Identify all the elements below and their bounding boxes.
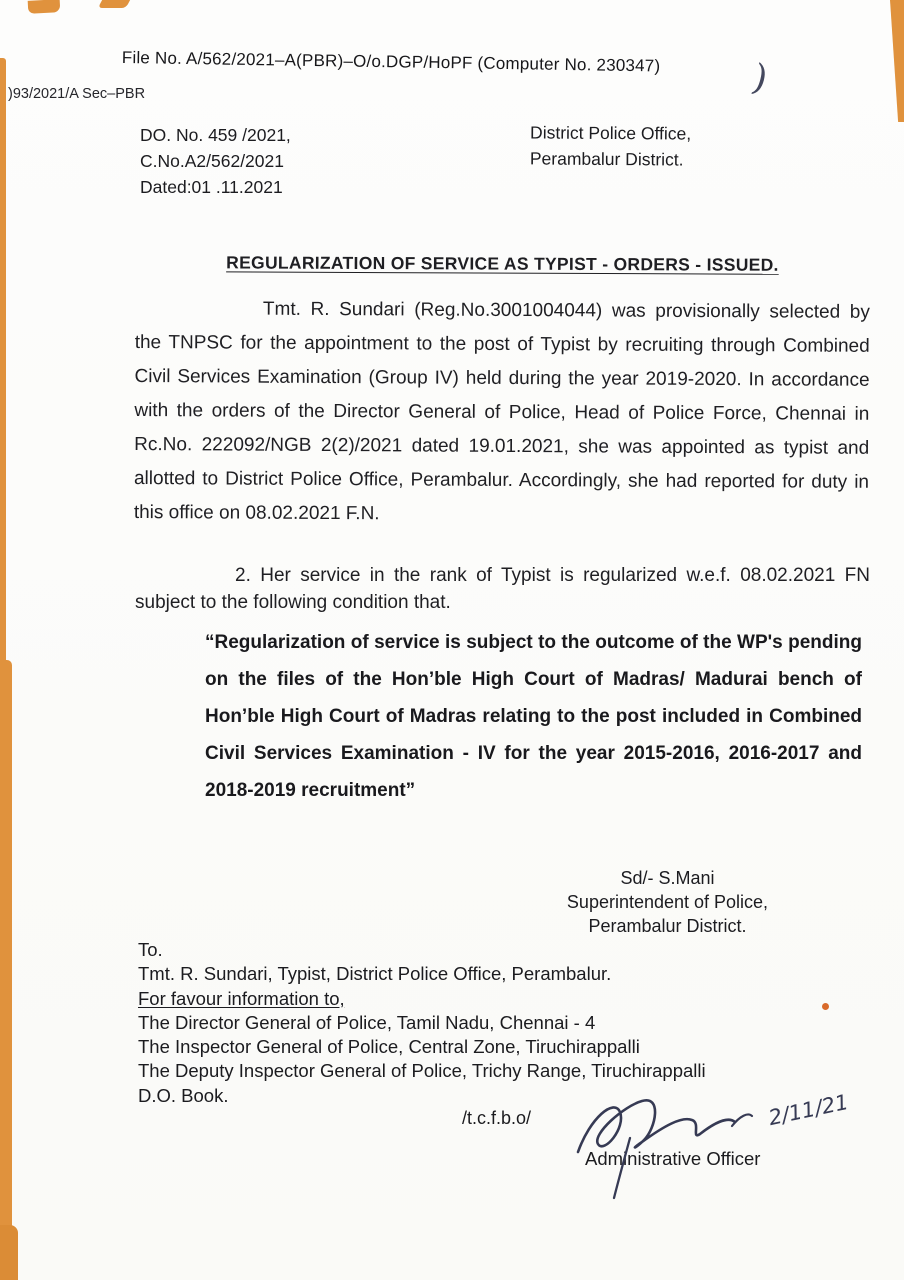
handwritten-mark: ) [748, 56, 772, 101]
tcfbo-mark: /t.c.f.b.o/ [462, 1108, 532, 1128]
scan-artifact-left-edge-top [0, 58, 6, 668]
dated-line: Dated:01 .11.2021 [140, 177, 283, 197]
distribution-list [138, 938, 706, 1108]
signer-district: Perambalur District. [588, 916, 747, 936]
scan-artifact-top-left [28, 0, 61, 14]
scan-artifact-left-bottom-corner [0, 1225, 18, 1280]
scan-artifact-dot [822, 1003, 829, 1010]
cc-line: The Inspector General of Police, Central Zone, Tiruchirappalli [138, 1036, 640, 1058]
scan-artifact-right-edge [890, 0, 904, 122]
office-name: District Police Office, [530, 122, 692, 144]
cc-line: The Director General of Police, Tamil Nadu, Chennai - 4 [138, 1011, 596, 1033]
signer-designation: Superintendent of Police, [566, 892, 769, 912]
file-number-line: File No. A/562/2021–A(PBR)–O/o.DGP/HoPF (Computer No. 230347) [121, 48, 661, 76]
scan-artifact-top-center [98, 0, 130, 8]
handwritten-date: 2/11/21 [766, 1089, 851, 1131]
signature-block [545, 866, 790, 938]
cc-line: D.O. Book. [138, 1084, 229, 1106]
letter-number-block [140, 122, 291, 200]
office-district: Perambalur District. [529, 148, 684, 170]
reference-number: )93/2021/A Sec–PBR [8, 86, 146, 102]
do-number: DO. No. 459 /2021, [140, 125, 291, 145]
document-title: REGULARIZATION OF SERVICE AS TYPIST - ORDERS - ISSUED. [226, 252, 779, 275]
body-paragraph-2: 2. Her service in the rank of Typist is regularized w.e.f. 08.02.2021 FN subject to the following condition that. [135, 565, 870, 613]
scan-artifact-left-edge-bottom [0, 660, 12, 1280]
administrative-officer-label: Administrative Officer [585, 1148, 761, 1169]
to-label: To. [138, 939, 163, 960]
cc-line: The Deputy Inspector General of Police, Trichy Range, Tiruchirappalli [138, 1060, 706, 1082]
cc-heading: For favour information to, [138, 987, 345, 1009]
condition-quote: “Regularization of service is subject to the outcome of the WP's pending on the files of the Hon’ble High Court of Madras/ Madurai bench of Hon’ble High Court of Madras relating to the post included in Combined Civil Services Examination - IV for the year 2015-2016, 2016-2017 and 2018-2019 recruitment” [205, 632, 862, 801]
office-address-block [530, 119, 691, 172]
c-number: C.No.A2/562/2021 [140, 151, 284, 171]
body-paragraph-1: Tmt. R. Sundari (Reg.No.3001004044) was provisionally selected by the TNPSC for the appointment to the post of Typist by recruiting through Combined Civil Services Examination (Group IV) held during the year 2019-2020. In accordance with the orders of the Director General of Police, Head of Police Force, Chennai in Rc.No. 222092/NGB 2(2)/2021 dated 19.01.2021, she was appointed as typist and allotted to District Police Office, Perambalur. Accordingly, she had reported for duty in this office on 08.02.2021 F.N. [133, 298, 870, 525]
to-recipient: Tmt. R. Sundari, Typist, District Police Office, Perambalur. [138, 963, 612, 985]
signed-by: Sd/- S.Mani [620, 868, 715, 888]
